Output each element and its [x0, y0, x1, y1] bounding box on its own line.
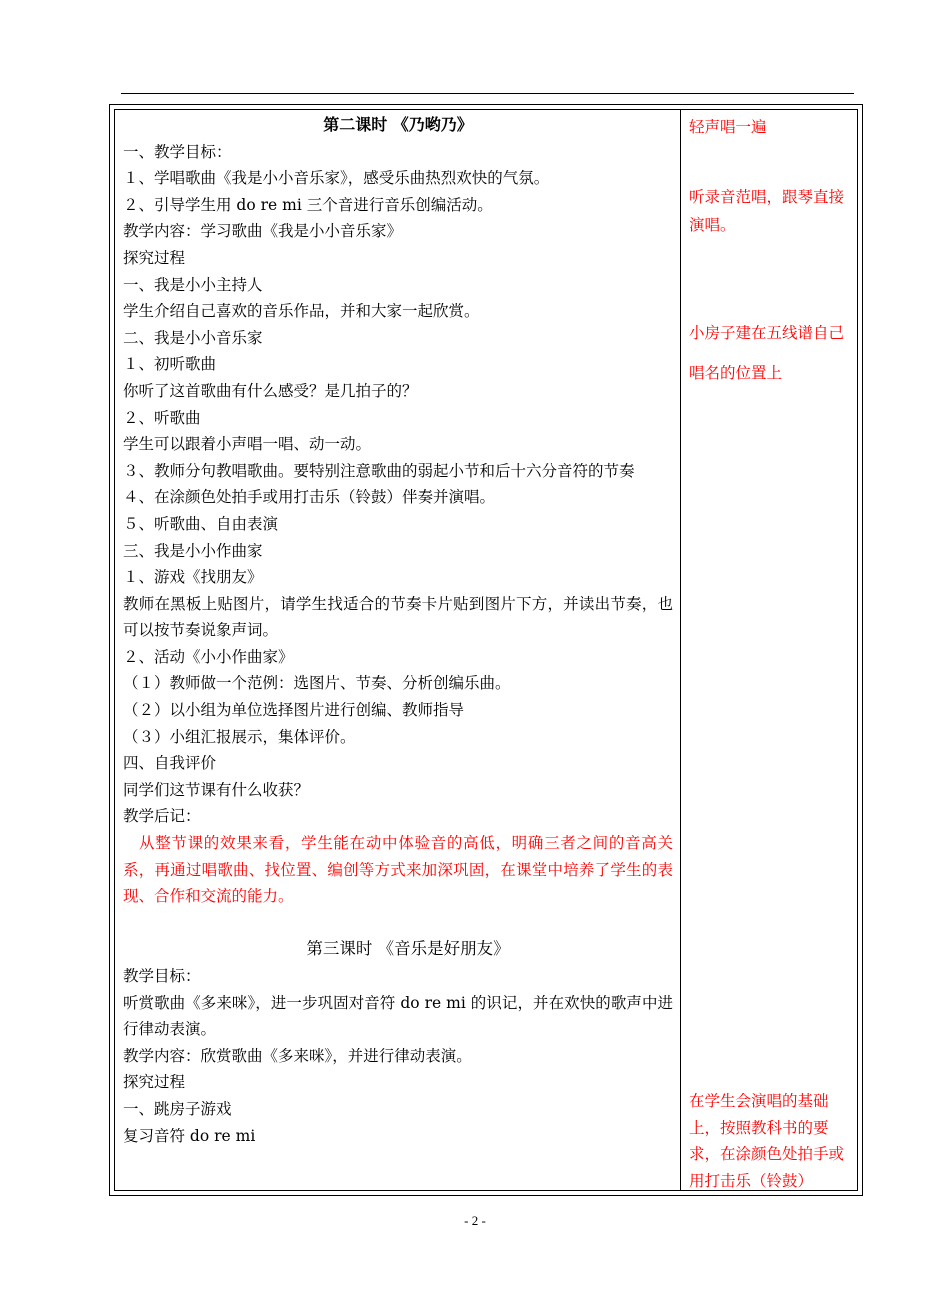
lesson2-step-3-2-c: （３）小组汇报展示，集体评价。 [123, 727, 356, 746]
side-note-1-text: 轻声唱一遍 [689, 118, 767, 136]
lesson3-goal-text: 听赏歌曲《多来咪》，进一步巩固对音符 do re mi 的识记，并在欢快的歌声中进行律动表演。 [123, 993, 673, 1039]
lesson2-section-1-text: 学生介绍自己喜欢的音乐作品，并和大家一起欣赏。 [123, 302, 480, 321]
header-rule [121, 93, 854, 94]
lesson2-step-2-3: ３、教师分句教唱歌曲。要特别注意歌曲的弱起小节和后十六分音符的节奏 [123, 461, 635, 480]
side-note-3-text: 小房子建在五线谱自己唱名的位置上 [689, 324, 845, 382]
lesson2-section-2-heading: 二、我是小小音乐家 [123, 328, 263, 347]
lesson3-section-1-text: 复习音符 do re mi [123, 1126, 256, 1145]
lesson2-goal-1: １、学唱歌曲《我是小小音乐家》，感受乐曲热烈欢快的气氛。 [123, 169, 550, 188]
lesson2-step-2-4: ４、在涂颜色处拍手或用打击乐（铃鼓）伴奏并演唱。 [123, 488, 496, 507]
lesson2-section-3-heading: 三、我是小小作曲家 [123, 541, 263, 560]
lesson2-step-3-1: １、游戏《找朋友》 [123, 568, 263, 587]
lesson2-step-3-2-a: （１）教师做一个范例：选图片、节奏、分析创编乐曲。 [123, 674, 511, 693]
column-divider [680, 109, 681, 1191]
lesson3-section-1-heading: 一、跳房子游戏 [123, 1099, 232, 1118]
lesson2-section-4-heading: 四、自我评价 [123, 754, 217, 773]
lesson2-process-heading: 探究过程 [123, 248, 186, 267]
page-number: - 2 - [464, 1213, 486, 1228]
side-note-1 [689, 114, 855, 140]
lesson3-goals-heading: 教学目标： [123, 967, 201, 985]
lesson2-step-2-2-text: 学生可以跟着小声唱一唱、动一动。 [123, 435, 372, 454]
side-note-3 [689, 313, 855, 393]
lesson2-section-1-heading: 一、我是小小主持人 [123, 275, 263, 294]
lesson2-step-3-2: ２、活动《小小作曲家》 [123, 647, 294, 666]
side-note-4-text: 在学生会演唱的基础上，按照教科书的要求，在涂颜色处拍手或用打击乐（铃鼓） [689, 1092, 845, 1190]
lesson2-step-2-5: ５、听歌曲、自由表演 [123, 514, 279, 533]
spacer [123, 910, 673, 937]
lesson2-step-3-1-text: 教师在黑板上贴图片，请学生找适合的节奏卡片贴到图片下方，并读出节奏，也可以按节奏说象声词。 [123, 594, 673, 640]
lesson2-step-2-1: １、初听歌曲 [123, 355, 217, 374]
lesson2-title: 第二课时 《乃哟乃》 [323, 115, 473, 134]
side-note-2 [689, 183, 855, 239]
lesson3-process-heading: 探究过程 [123, 1073, 186, 1092]
lesson2-step-3-2-b: （２）以小组为单位选择图片进行创编、教师指导 [123, 701, 465, 720]
lesson2-postscript-heading: 教学后记： [123, 807, 201, 826]
side-note-4 [689, 1088, 855, 1194]
lesson2-section-4-text: 同学们这节课有什么收获？ [123, 780, 310, 799]
lesson2-postscript-text: 从整节课的效果来看，学生能在动中体验音的高低，明确三者之间的音高关系，再通过唱歌曲、找位置、编创等方式来加深巩固，在课堂中培养了学生的表现、合作和交流的能力。 [123, 834, 673, 906]
lesson-plan-column [123, 112, 673, 1149]
lesson3-content: 教学内容：欣赏歌曲《多来咪》，并进行律动表演。 [123, 1046, 472, 1065]
lesson2-goal-2: ２、引导学生用 do re mi 三个音进行音乐创编活动。 [123, 195, 493, 214]
lesson2-goals-heading: 一、教学目标： [123, 142, 232, 161]
lesson2-step-2-1-text: 你听了这首歌曲有什么感受？是几拍子的？ [123, 381, 418, 400]
lesson3-title: 第三课时 《音乐是好朋友》 [306, 939, 510, 959]
side-note-2-text: 听录音范唱，跟琴直接演唱。 [689, 188, 845, 234]
lesson2-content: 教学内容：学习歌曲《我是小小音乐家》 [123, 222, 403, 241]
lesson2-step-2-2: ２、听歌曲 [123, 408, 201, 427]
